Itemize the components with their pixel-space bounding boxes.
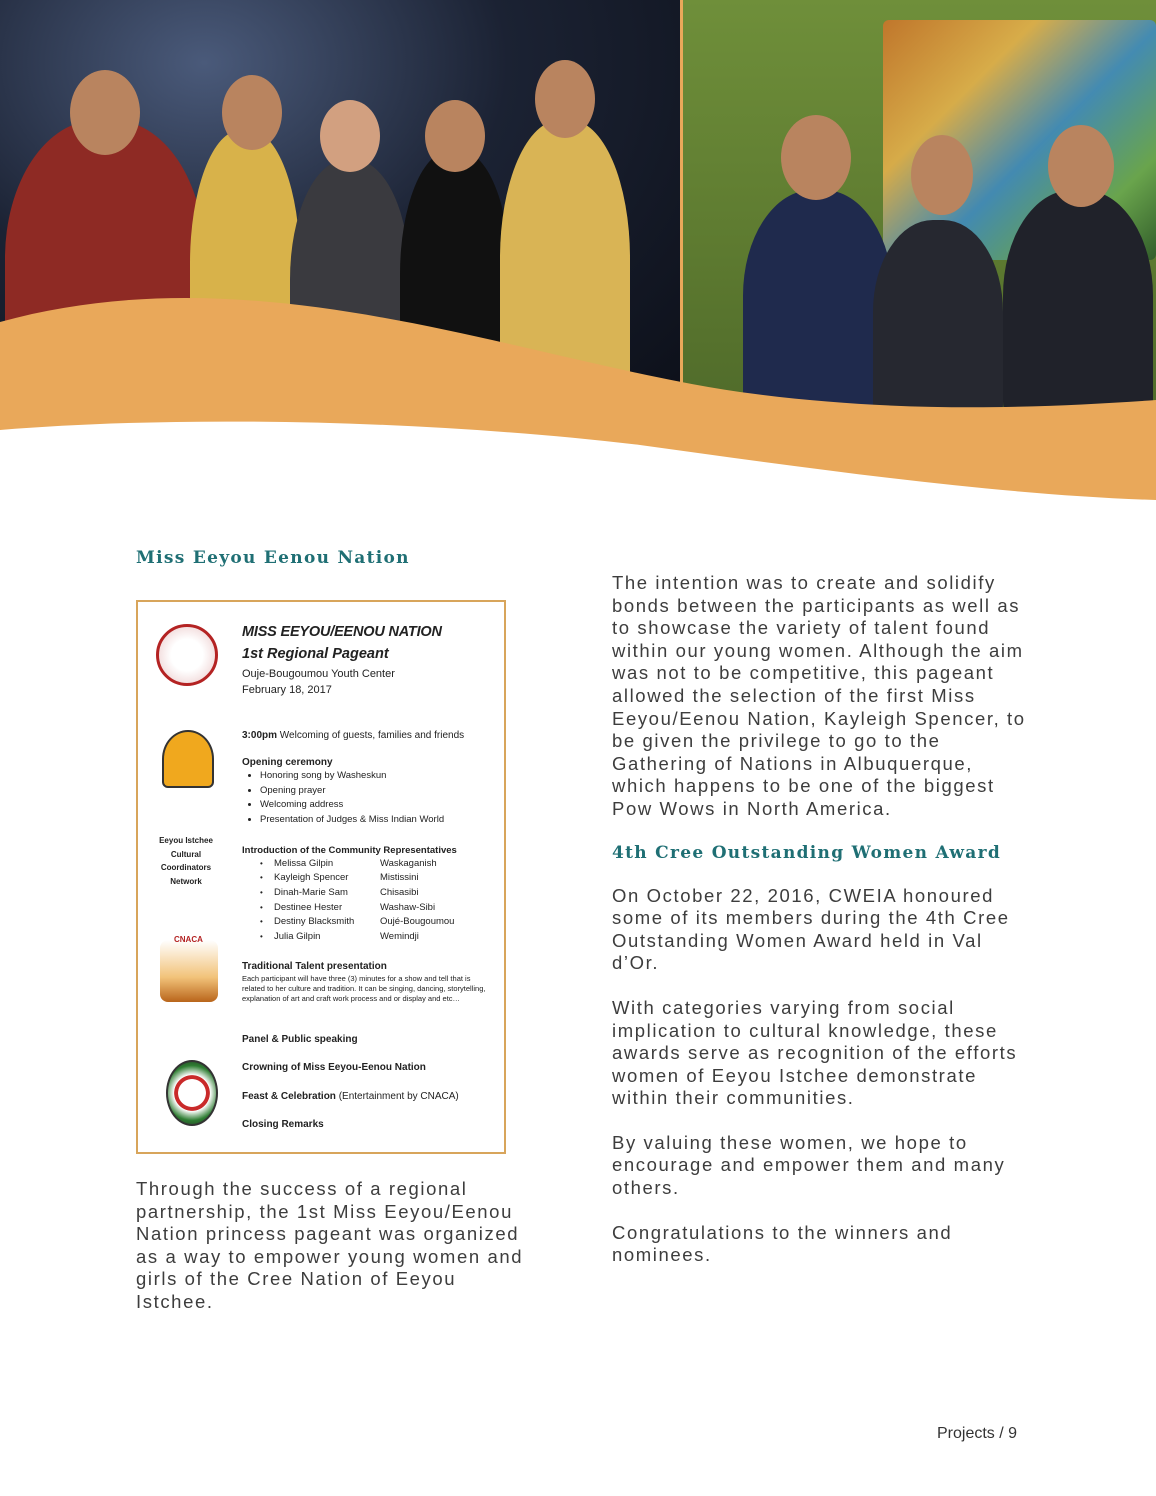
table-row: • Melissa Gilpin Waskaganish — [260, 857, 437, 869]
table-row: • Destiny Blacksmith Oujé-Bougoumou — [260, 916, 455, 928]
section-heading-award: 4th Cree Outstanding Women Award — [612, 842, 1002, 863]
cultural-logo-icon — [162, 730, 214, 788]
poster-location: Ouje-Bougoumou Youth Center — [242, 668, 395, 680]
list-item: • Welcoming address — [260, 798, 492, 813]
cnaca-logo-text: CNACA — [174, 935, 203, 944]
crest-logo-icon — [166, 1060, 218, 1126]
poster-talent-text: Each participant will have three (3) minutes for a show and tell that is related to her culture and tradition. It can be singing, dancing, storytelling, explanation of art and craft work process and or display and etc… — [242, 974, 486, 1003]
award-paragraph-1: On October 22, 2016, CWEIA honoured some of its members during the 4th Cree Outstanding Women Award held in Val d’Or. — [612, 884, 1010, 974]
poster-opening: Opening ceremony • Honoring song by Washeskun • Opening prayer • Welcoming address • Presentation of Judges & Miss Indian World — [242, 757, 492, 827]
poster-talent-heading: Traditional Talent presentation — [242, 961, 387, 972]
network-label: Eeyou Istchee Cultural Coordinators Network — [159, 836, 213, 886]
poster-reps: Introduction of the Community Representatives • Melissa Gilpin Waskaganish • Kayleigh Spencer Mistissini • Dinah-Marie Sam Chisasibi • Destinee Hester Washaw-Sibi • Destiny Blacksmith Oujé-Bougoumou • Julia Gilpin Wemindji — [242, 845, 457, 942]
section-heading-miss-eeyou: Miss Eeyou Eenou Nation — [136, 548, 410, 568]
poster-welcome: 3:00pm Welcoming of guests, families and friends — [242, 730, 465, 741]
poster-date: February 18, 2017 — [242, 684, 332, 696]
poster-crowning: Crowning of Miss Eeyou-Eenou Nation — [242, 1062, 426, 1073]
orange-wave — [0, 0, 1156, 500]
list-item: • Opening prayer — [260, 784, 492, 799]
poster-subtitle: 1st Regional Pageant — [242, 646, 389, 662]
award-paragraph-3: By valuing these women, we hope to encourage and empower them and many others. — [612, 1131, 1006, 1199]
poster-title: MISS EEYOU/EENOU NATION — [242, 624, 442, 640]
page-number: Projects / 9 — [937, 1425, 1018, 1442]
left-column — [136, 548, 536, 1314]
list-item: • Presentation of Judges & Miss Indian World — [260, 813, 492, 828]
header-banner — [0, 0, 1156, 500]
table-row: • Dinah-Marie Sam Chisasibi — [260, 886, 419, 898]
pageant-poster — [136, 600, 506, 1154]
pageant-logo-icon — [156, 624, 218, 686]
award-paragraph-2: With categories varying from social implication to cultural knowledge, these awards serve as recognition of the efforts women of Eeyou Istchee demonstrate within their communities. — [612, 996, 1018, 1109]
reps-table — [260, 856, 454, 944]
list-item: • Honoring song by Washeskun — [260, 769, 492, 784]
table-row: • Julia Gilpin Wemindji — [260, 930, 419, 942]
poster-panel: Panel & Public speaking — [242, 1034, 358, 1045]
award-paragraph-4: Congratulations to the winners and nominees. — [612, 1221, 953, 1266]
table-row: • Destinee Hester Washaw-Sibi — [260, 901, 436, 913]
cnaca-logo-icon — [160, 940, 218, 1002]
table-row: • Kayleigh Spencer Mistissini — [260, 872, 419, 884]
left-body-paragraph: Through the success of a regional partnership, the 1st Miss Eeyou/Eenou Nation princess pageant was organized as a way to empower young women and girls of the Cree Nation of Eeyou Istchee. — [136, 1178, 524, 1312]
intro-paragraph: The intention was to create and solidify bonds between the participants as well as to showcase the variety of talent found within our young women. Although the aim was not to be competitive, this pageant allowed the selection of the first Miss Eeyou/Eenou Nation, Kayleigh Spencer, to be given the privilege to go to the Gathering of Nations in Albuquerque, which happens to be one of the biggest Pow Wows in North America. — [612, 572, 1026, 819]
poster-closing: Closing Remarks — [242, 1119, 324, 1130]
poster-feast: Feast & Celebration (Entertainment by CNACA) — [242, 1091, 459, 1102]
right-column — [612, 572, 1032, 1289]
